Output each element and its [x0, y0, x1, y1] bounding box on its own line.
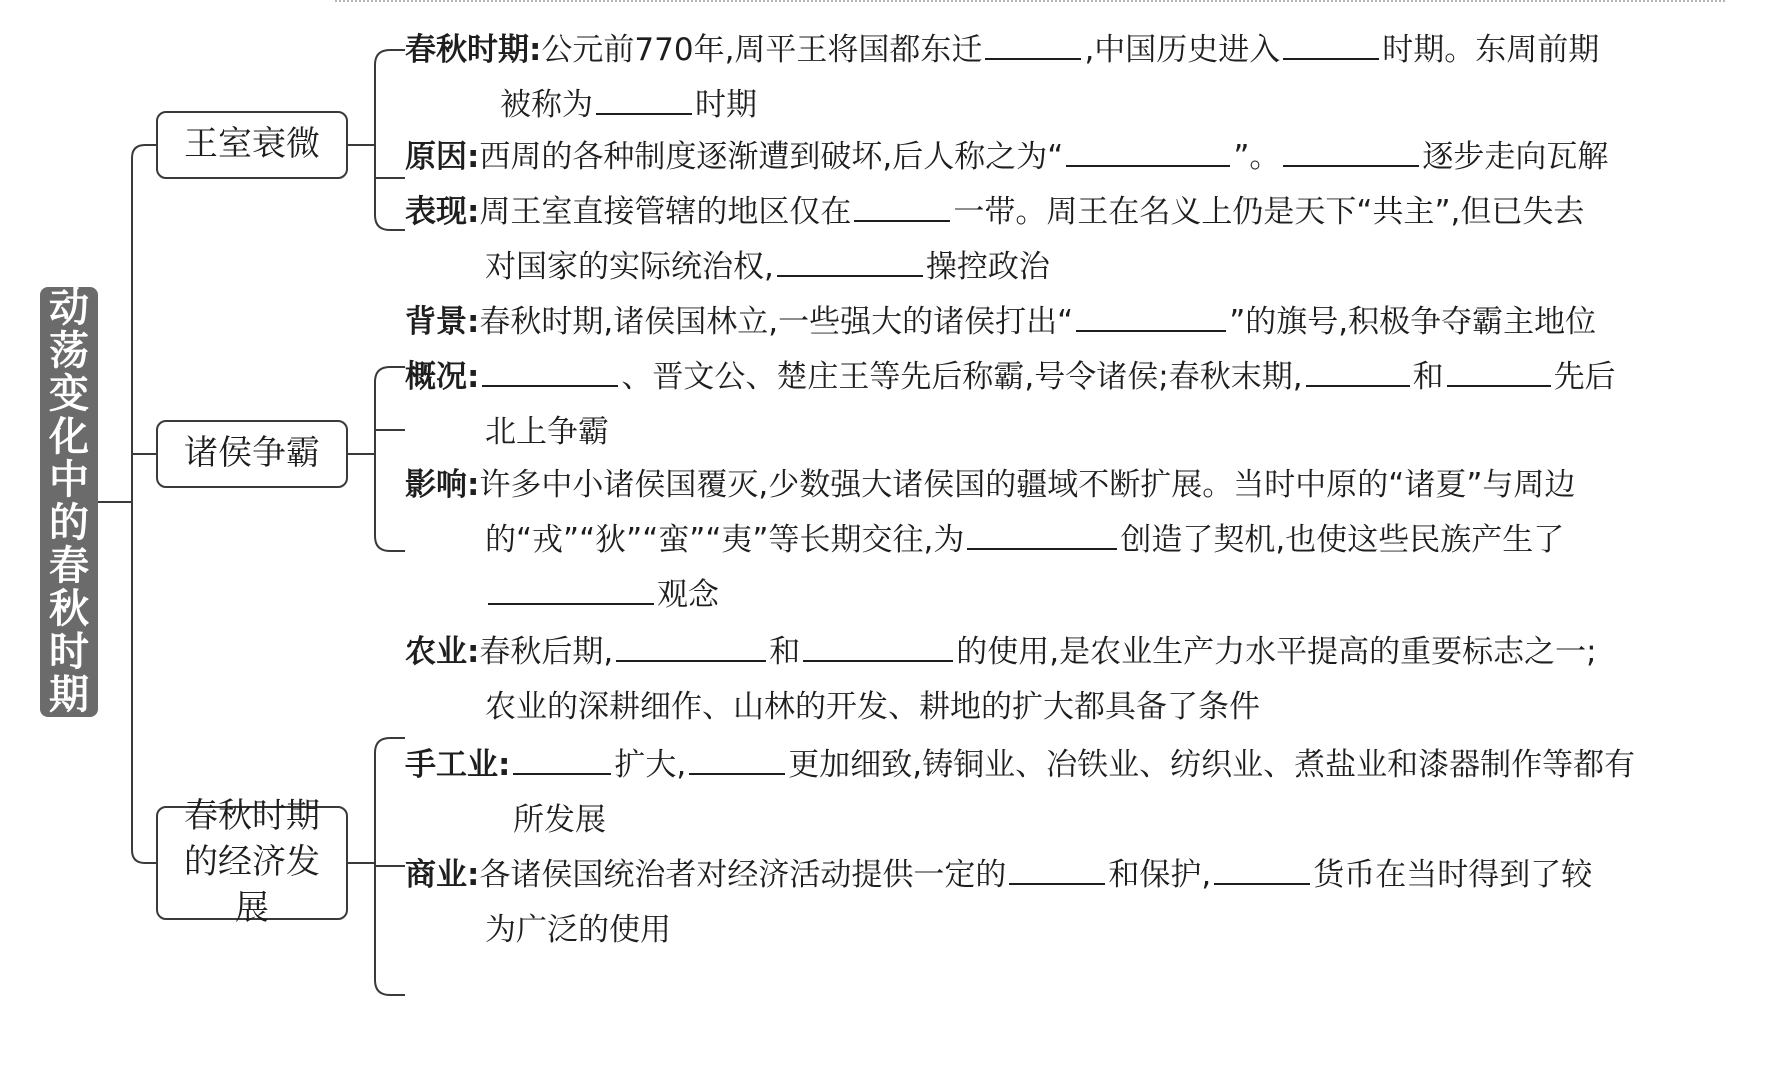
item-text: 农业的深耕细作、山林的开发、耕地的扩大都具备了条件	[485, 689, 1260, 725]
item-text: 逐步走向瓦解	[1422, 139, 1609, 175]
item-text-line	[405, 632, 1597, 672]
category-label: 春秋时期的经济发展	[184, 796, 320, 928]
fill-in-blank	[854, 194, 950, 222]
item-text: 许多中小诸侯国覆灭,少数强大诸侯国的疆域不断扩展。当时中原的“诸夏”与周边	[479, 467, 1576, 503]
item-text: 时期。东周前期	[1382, 32, 1600, 68]
fill-in-blank	[596, 87, 692, 115]
label-colon: :	[467, 634, 480, 670]
category-hegemony	[156, 420, 348, 488]
fill-in-blank	[1306, 359, 1410, 387]
item-text: 北上争霸	[485, 414, 609, 450]
fill-in-blank	[513, 747, 611, 775]
item-text-line	[405, 745, 1635, 785]
item-label: 背景	[405, 304, 467, 340]
item-text: ”。	[1233, 139, 1281, 175]
item-text-line	[485, 520, 1564, 560]
item-text: 各诸侯国统治者对经济活动提供一定的	[479, 857, 1007, 893]
category-royal-decline	[156, 111, 348, 179]
fill-in-blank	[967, 522, 1117, 550]
item-text: 操控政治	[925, 249, 1050, 285]
item-text-line	[405, 137, 1608, 177]
fill-in-blank	[1214, 857, 1310, 885]
item-text-line	[485, 247, 1050, 287]
item-text: 和	[1412, 359, 1444, 395]
fill-in-blank	[1066, 139, 1230, 167]
item-text: 周王室直接管辖的地区仅在	[479, 194, 852, 230]
item-label: 商业	[405, 857, 467, 893]
item-text: 、晋文公、楚庄王等先后称霸,号令诸侯;春秋末期,	[621, 359, 1303, 395]
item-text-line	[405, 465, 1575, 505]
fill-in-blank	[985, 32, 1081, 60]
item-text: ,中国历史进入	[1084, 32, 1281, 68]
label-colon: :	[467, 467, 480, 503]
item-text: 公元前770年,周平王将国都东迁	[541, 32, 983, 68]
item-text: 所发展	[513, 802, 606, 838]
item-text-line	[405, 357, 1616, 397]
item-text: 先后	[1553, 359, 1616, 395]
fill-in-blank	[689, 747, 785, 775]
item-label: 概况	[405, 359, 467, 395]
fill-in-blank	[803, 634, 953, 662]
item-text-line	[513, 800, 606, 840]
item-text: 被称为	[500, 87, 593, 123]
fill-in-blank	[1076, 304, 1226, 332]
item-text: 货币在当时得到了较	[1313, 857, 1593, 893]
main-title: 动荡变化中的春秋时期	[40, 287, 98, 717]
item-text: 一带。周王在名义上仍是天下“共主”,但已失去	[953, 194, 1585, 230]
fill-in-blank	[616, 634, 766, 662]
label-colon: :	[467, 139, 480, 175]
item-text: 和保护,	[1108, 857, 1212, 893]
category-economy	[156, 796, 348, 928]
item-text-line	[485, 412, 609, 452]
fill-in-blank	[1009, 857, 1105, 885]
label-colon: :	[467, 194, 480, 230]
label-colon: :	[529, 32, 542, 68]
fill-in-blank	[488, 577, 654, 605]
item-text: 春秋后期,	[479, 634, 614, 670]
item-label: 春秋时期	[405, 32, 529, 68]
item-label: 影响	[405, 467, 467, 503]
item-label: 表现	[405, 194, 467, 230]
item-text: ”的旗号,积极争夺霸主地位	[1229, 304, 1597, 340]
item-text-line	[500, 85, 757, 125]
item-text-line	[485, 910, 671, 950]
item-text: 为广泛的使用	[485, 912, 671, 948]
fill-in-blank	[1283, 139, 1419, 167]
item-label: 农业	[405, 634, 467, 670]
label-colon: :	[467, 857, 480, 893]
item-label: 手工业	[405, 747, 498, 783]
fill-in-blank	[777, 249, 923, 277]
item-text-line	[485, 575, 719, 615]
item-text-line	[405, 30, 1599, 70]
item-text: 时期	[695, 87, 757, 123]
label-colon: :	[467, 304, 480, 340]
item-text: 西周的各种制度逐渐遭到破坏,后人称之为“	[479, 139, 1064, 175]
label-colon: :	[467, 359, 480, 395]
item-text-line	[405, 192, 1584, 232]
item-text-line	[405, 302, 1596, 342]
item-label: 原因	[405, 139, 467, 175]
item-text: 春秋时期,诸侯国林立,一些强大的诸侯打出“	[479, 304, 1074, 340]
item-text: 更加细致,铸铜业、冶铁业、纺织业、煮盐业和漆器制作等都有	[788, 747, 1636, 783]
item-text: 对国家的实际统治权,	[485, 249, 774, 285]
item-text-line	[485, 687, 1260, 727]
item-text: 的“戎”“狄”“蛮”“夷”等长期交往,为	[485, 522, 965, 558]
item-text: 观念	[657, 577, 719, 613]
item-text-line	[405, 855, 1592, 895]
label-colon: :	[498, 747, 511, 783]
fill-in-blank	[482, 359, 618, 387]
item-text: 和	[769, 634, 801, 670]
fill-in-blank	[1283, 32, 1379, 60]
item-text: 的使用,是农业生产力水平提高的重要标志之一;	[956, 634, 1597, 670]
category-label: 诸侯争霸	[184, 433, 320, 474]
fill-in-blank	[1447, 359, 1551, 387]
category-label: 王室衰微	[184, 124, 320, 165]
item-text: 扩大,	[614, 747, 687, 783]
item-text: 创造了契机,也使这些民族产生了	[1120, 522, 1565, 558]
